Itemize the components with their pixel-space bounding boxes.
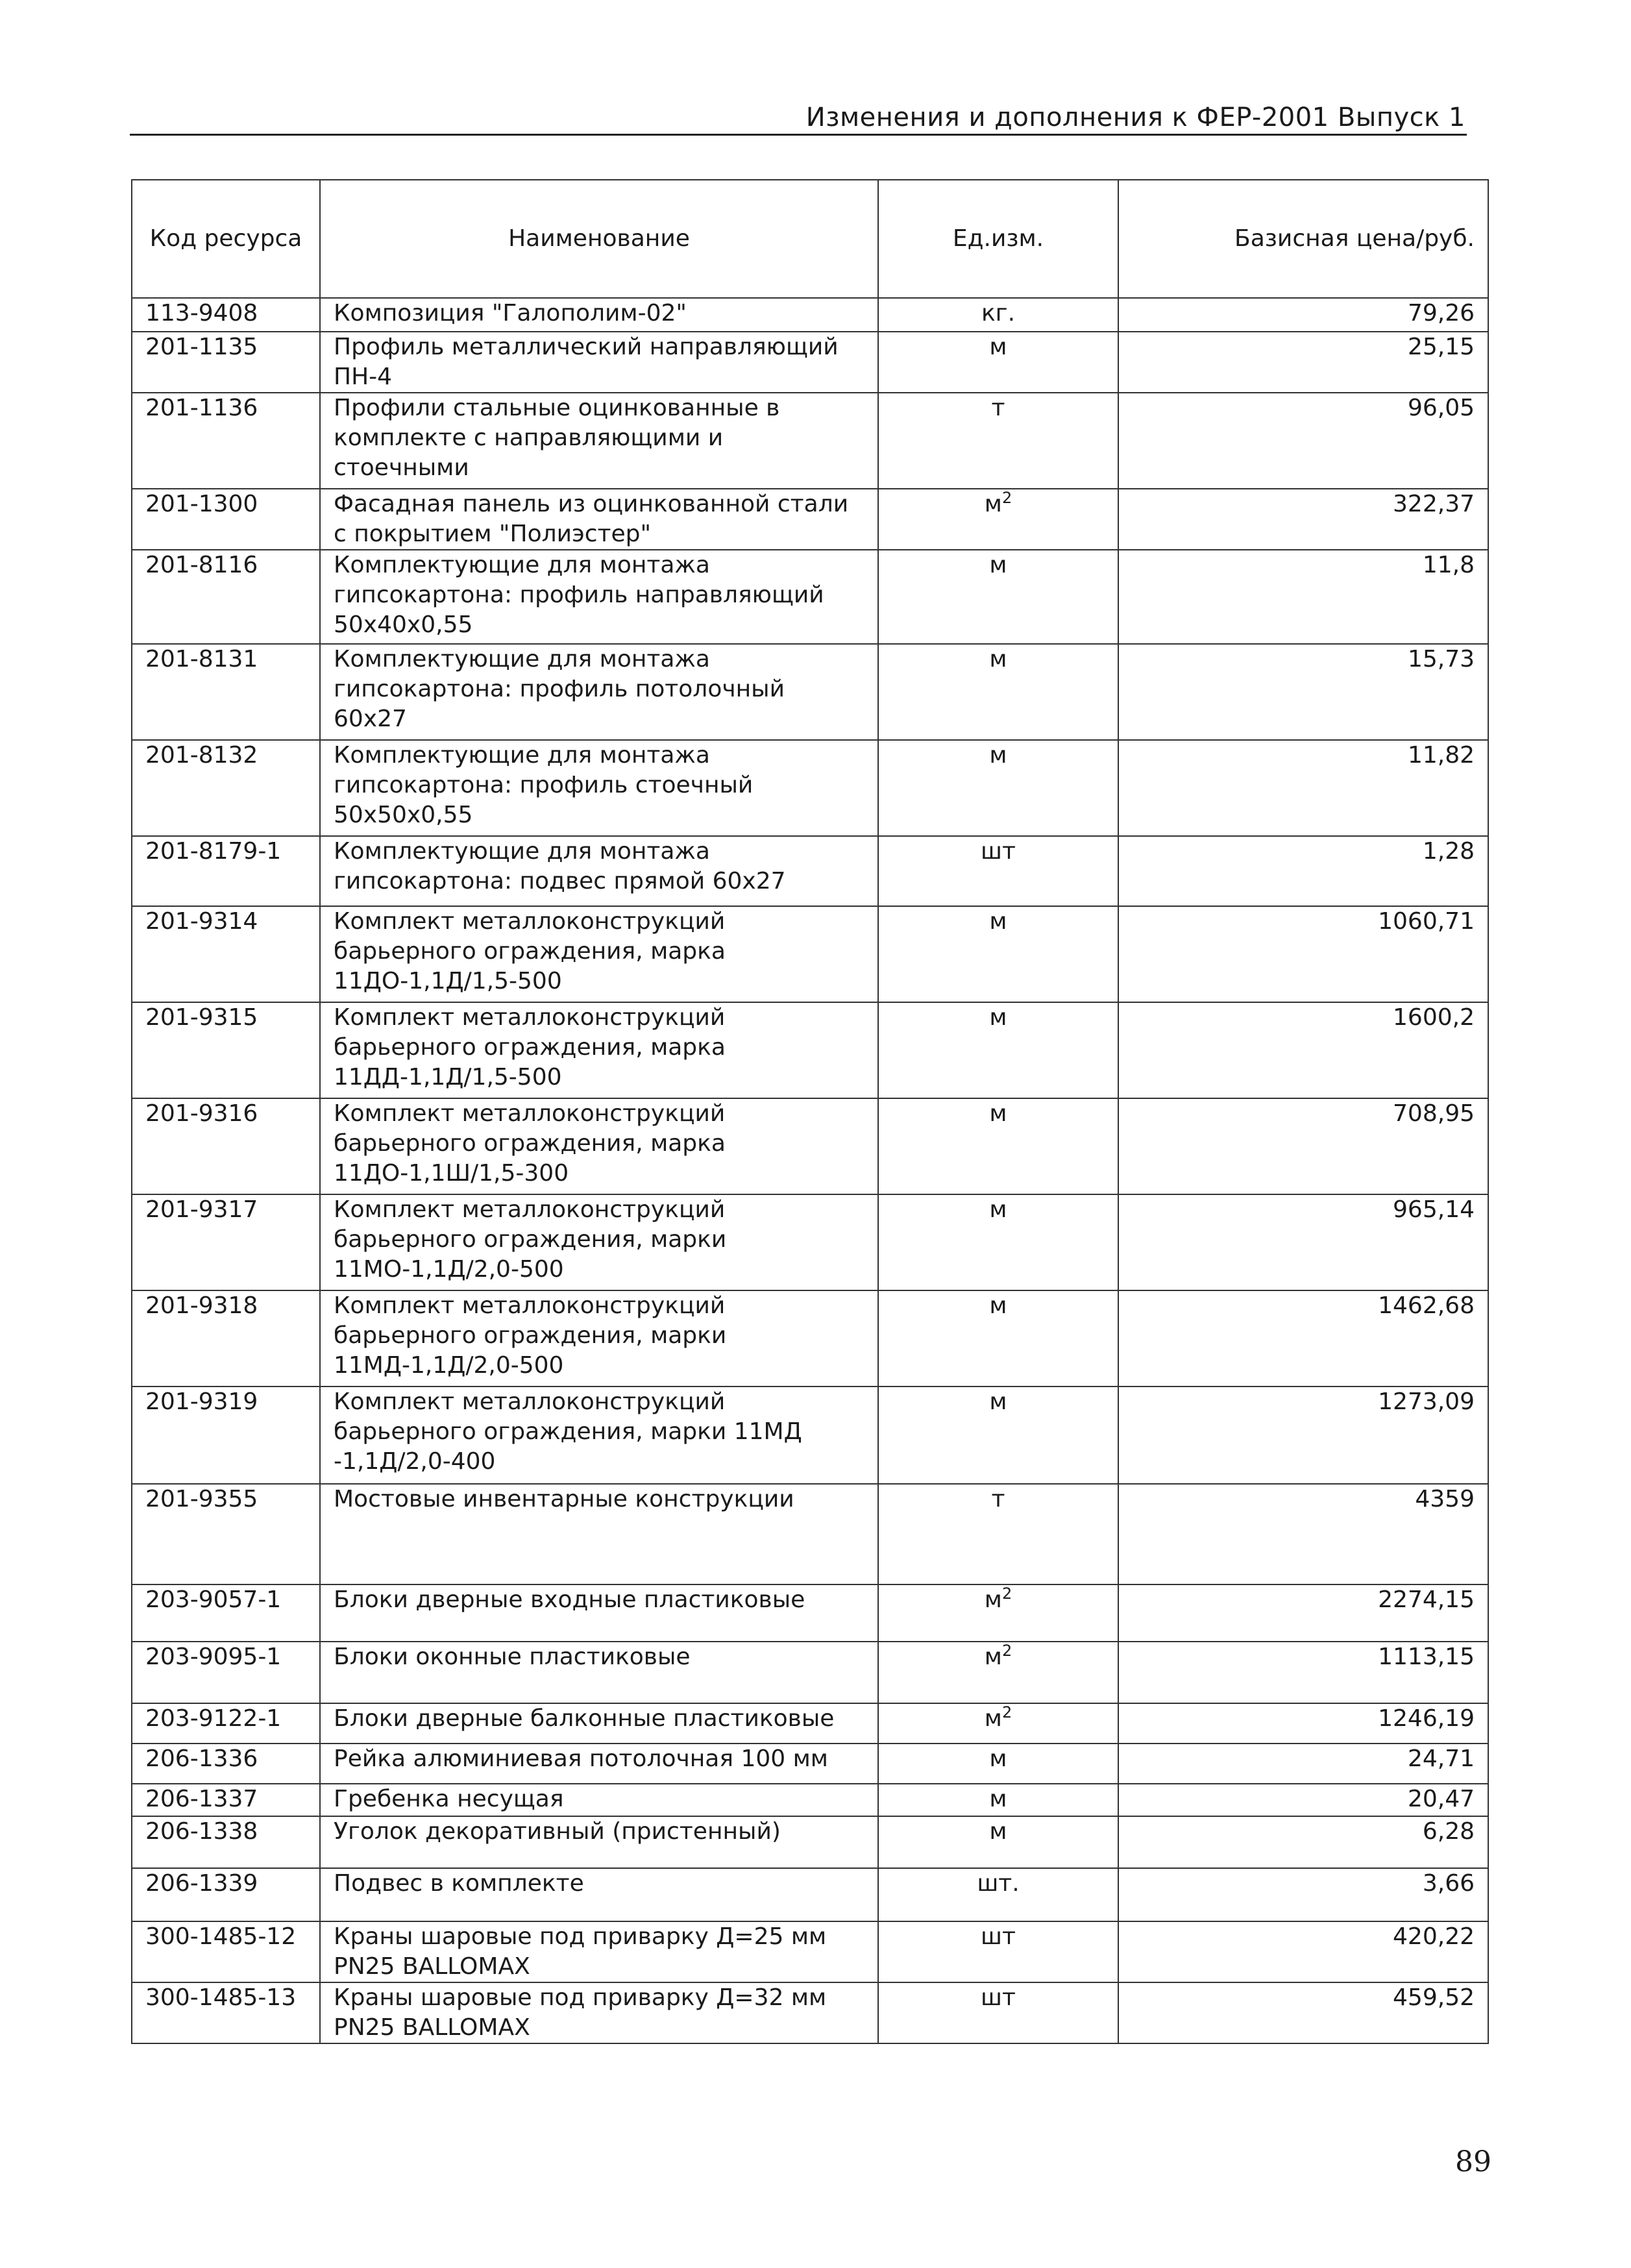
unit-text: м	[989, 1292, 1007, 1319]
resource-code-cell: 201-1136	[132, 393, 320, 489]
resource-code-cell: 201-9315	[132, 1002, 320, 1098]
table-row	[132, 332, 1488, 393]
unit-cell	[878, 1290, 1118, 1387]
table-row	[132, 1584, 1488, 1642]
column-header-price: Базисная цена/руб.	[1118, 180, 1488, 298]
resource-code-cell: 201-9314	[132, 906, 320, 1002]
unit-text: м	[989, 1100, 1007, 1127]
unit-text: м	[984, 1644, 1002, 1670]
resource-code-cell: 201-9355	[132, 1484, 320, 1584]
resource-name-cell: Мостовые инвентарные конструкции	[320, 1484, 878, 1584]
column-header-unit: Ед.изм.	[878, 180, 1118, 298]
resource-name-cell: Комплект металлоконструкций барьерного ограждения, марка 11ДД-1,1Д/1,5-500	[320, 1002, 878, 1098]
resource-name-cell: Блоки дверные балконные пластиковые	[320, 1703, 878, 1744]
table-row	[132, 298, 1488, 332]
table-row	[132, 1816, 1488, 1868]
base-price-cell: 1273,09	[1118, 1387, 1488, 1484]
base-price-cell: 322,37	[1118, 489, 1488, 550]
resource-name-cell: Комплектующие для монтажа гипсокартона: профиль потолочный 60х27	[320, 644, 878, 740]
unit-text: шт	[981, 838, 1016, 865]
table-row	[132, 906, 1488, 1002]
unit-cell	[878, 550, 1118, 644]
resource-code-cell: 201-9316	[132, 1098, 320, 1194]
base-price-cell: 1,28	[1118, 836, 1488, 906]
resource-code-cell: 201-8131	[132, 644, 320, 740]
unit-text: м	[989, 1004, 1007, 1031]
unit-superscript: 2	[1001, 489, 1012, 507]
resource-code-cell: 201-8132	[132, 740, 320, 836]
base-price-cell: 24,71	[1118, 1744, 1488, 1784]
header-rule	[130, 134, 1467, 136]
column-header-name: Наименование	[320, 180, 878, 298]
base-price-cell: 965,14	[1118, 1194, 1488, 1290]
table-row	[132, 1387, 1488, 1484]
unit-text: м	[989, 1196, 1007, 1223]
base-price-cell: 6,28	[1118, 1816, 1488, 1868]
unit-text: м	[989, 646, 1007, 672]
unit-text: м	[989, 742, 1007, 769]
resource-name-cell: Подвес в комплекте	[320, 1868, 878, 1921]
resource-code-cell: 201-9317	[132, 1194, 320, 1290]
unit-text: т	[991, 395, 1005, 421]
resource-name-cell: Комплектующие для монтажа гипсокартона: профиль направляющий 50х40х0,55	[320, 550, 878, 644]
unit-cell	[878, 836, 1118, 906]
unit-text: м	[989, 1786, 1007, 1812]
unit-cell	[878, 1642, 1118, 1703]
resource-name-cell: Профиль металлический направляющий ПН-4	[320, 332, 878, 393]
resource-name-cell: Комплект металлоконструкций барьерного ограждения, марка 11ДО-1,1Д/1,5-500	[320, 906, 878, 1002]
base-price-cell: 25,15	[1118, 332, 1488, 393]
unit-cell	[878, 644, 1118, 740]
unit-cell	[878, 489, 1118, 550]
unit-cell	[878, 1703, 1118, 1744]
resource-code-cell: 113-9408	[132, 298, 320, 332]
resource-code-cell: 300-1485-12	[132, 1921, 320, 1982]
resource-code-cell: 206-1337	[132, 1784, 320, 1816]
table-row	[132, 1098, 1488, 1194]
unit-cell	[878, 906, 1118, 1002]
table-row	[132, 1002, 1488, 1098]
table-row	[132, 1290, 1488, 1387]
page-header-title: Изменения и дополнения к ФЕР-2001 Выпуск 1	[805, 103, 1465, 132]
resource-code-cell: 201-8116	[132, 550, 320, 644]
resource-name-cell: Краны шаровые под приварку Д=25 мм PN25 BALLOMAX	[320, 1921, 878, 1982]
base-price-cell: 20,47	[1118, 1784, 1488, 1816]
table-row	[132, 1784, 1488, 1816]
table-row	[132, 1744, 1488, 1784]
base-price-cell: 4359	[1118, 1484, 1488, 1584]
base-price-cell: 96,05	[1118, 393, 1488, 489]
table-header-row	[132, 180, 1488, 298]
table-row	[132, 740, 1488, 836]
base-price-cell: 2274,15	[1118, 1584, 1488, 1642]
resource-name-cell: Гребенка несущая	[320, 1784, 878, 1816]
base-price-cell: 3,66	[1118, 1868, 1488, 1921]
unit-cell	[878, 1868, 1118, 1921]
table-row	[132, 644, 1488, 740]
unit-cell	[878, 1387, 1118, 1484]
resource-code-cell: 203-9057-1	[132, 1584, 320, 1642]
unit-text: т	[991, 1486, 1005, 1512]
table-row	[132, 1484, 1488, 1584]
unit-text: м	[989, 334, 1007, 360]
resource-code-cell: 203-9122-1	[132, 1703, 320, 1744]
unit-cell	[878, 1484, 1118, 1584]
base-price-cell: 1113,15	[1118, 1642, 1488, 1703]
unit-text: шт	[981, 1984, 1016, 2011]
base-price-cell: 420,22	[1118, 1921, 1488, 1982]
base-price-cell: 708,95	[1118, 1098, 1488, 1194]
resource-code-cell: 201-1135	[132, 332, 320, 393]
unit-cell	[878, 1098, 1118, 1194]
unit-cell	[878, 1784, 1118, 1816]
unit-text: м	[989, 908, 1007, 935]
resource-code-cell: 300-1485-13	[132, 1982, 320, 2043]
unit-cell	[878, 1816, 1118, 1868]
resource-name-cell: Краны шаровые под приварку Д=32 мм PN25 BALLOMAX	[320, 1982, 878, 2043]
resource-code-cell: 203-9095-1	[132, 1642, 320, 1703]
base-price-cell: 1246,19	[1118, 1703, 1488, 1744]
unit-text: м	[989, 552, 1007, 578]
resource-name-cell: Комплектующие для монтажа гипсокартона: профиль стоечный 50х50х0,55	[320, 740, 878, 836]
resource-name-cell: Блоки дверные входные пластиковые	[320, 1584, 878, 1642]
table-row	[132, 1921, 1488, 1982]
unit-cell	[878, 332, 1118, 393]
table-row	[132, 1194, 1488, 1290]
table-row	[132, 1982, 1488, 2043]
base-price-cell: 11,8	[1118, 550, 1488, 644]
page-number: 89	[1455, 2145, 1491, 2178]
resource-name-cell: Комплект металлоконструкций барьерного ограждения, марка 11ДО-1,1Ш/1,5-300	[320, 1098, 878, 1194]
unit-text: шт	[981, 1923, 1016, 1950]
base-price-cell: 1600,2	[1118, 1002, 1488, 1098]
resource-code-cell: 201-9318	[132, 1290, 320, 1387]
unit-cell	[878, 1002, 1118, 1098]
resource-code-cell: 206-1338	[132, 1816, 320, 1868]
table-row	[132, 836, 1488, 906]
unit-cell	[878, 1584, 1118, 1642]
table-row	[132, 489, 1488, 550]
base-price-cell: 1060,71	[1118, 906, 1488, 1002]
base-price-cell: 11,82	[1118, 740, 1488, 836]
unit-cell	[878, 298, 1118, 332]
table-row	[132, 1868, 1488, 1921]
table-row	[132, 550, 1488, 644]
resource-name-cell: Блоки оконные пластиковые	[320, 1642, 878, 1703]
base-price-cell: 15,73	[1118, 644, 1488, 740]
resource-code-cell: 201-8179-1	[132, 836, 320, 906]
table-row	[132, 1642, 1488, 1703]
unit-cell	[878, 393, 1118, 489]
resource-name-cell: Комплектующие для монтажа гипсокартона: подвес прямой 60х27	[320, 836, 878, 906]
unit-superscript: 2	[1001, 1703, 1012, 1721]
resource-name-cell: Уголок декоративный (пристенный)	[320, 1816, 878, 1868]
unit-text: м	[989, 1745, 1007, 1772]
table-row	[132, 1703, 1488, 1744]
base-price-cell: 1462,68	[1118, 1290, 1488, 1387]
unit-text: м	[984, 1705, 1002, 1732]
unit-cell	[878, 1744, 1118, 1784]
unit-superscript: 2	[1001, 1642, 1012, 1660]
unit-cell	[878, 740, 1118, 836]
resource-code-cell: 201-1300	[132, 489, 320, 550]
unit-cell	[878, 1982, 1118, 2043]
unit-text: м	[984, 491, 1002, 517]
resource-name-cell: Комплект металлоконструкций барьерного ограждения, марки 11МД -1,1Д/2,0-400	[320, 1387, 878, 1484]
resource-name-cell: Фасадная панель из оцинкованной стали с покрытием "Полиэстер"	[320, 489, 878, 550]
unit-superscript: 2	[1001, 1584, 1012, 1603]
resource-code-cell: 206-1336	[132, 1744, 320, 1784]
resource-name-cell: Профили стальные оцинкованные в комплекте с направляющими и стоечными	[320, 393, 878, 489]
resource-name-cell: Рейка алюминиевая потолочная 100 мм	[320, 1744, 878, 1784]
base-price-cell: 79,26	[1118, 298, 1488, 332]
table-row	[132, 393, 1488, 489]
resource-name-cell: Комплект металлоконструкций барьерного ограждения, марки 11МО-1,1Д/2,0-500	[320, 1194, 878, 1290]
unit-cell	[878, 1194, 1118, 1290]
unit-text: м	[984, 1586, 1002, 1613]
resource-code-cell: 206-1339	[132, 1868, 320, 1921]
unit-text: кг.	[981, 300, 1016, 327]
unit-text: м	[989, 1818, 1007, 1845]
resource-price-table	[131, 179, 1489, 2044]
resource-name-cell: Комплект металлоконструкций барьерного ограждения, марки 11МД-1,1Д/2,0-500	[320, 1290, 878, 1387]
resource-code-cell: 201-9319	[132, 1387, 320, 1484]
unit-cell	[878, 1921, 1118, 1982]
resource-name-cell: Композиция "Галополим-02"	[320, 298, 878, 332]
unit-text: м	[989, 1388, 1007, 1415]
base-price-cell: 459,52	[1118, 1982, 1488, 2043]
column-header-code: Код ресурса	[132, 180, 320, 298]
unit-text: шт.	[977, 1870, 1020, 1897]
